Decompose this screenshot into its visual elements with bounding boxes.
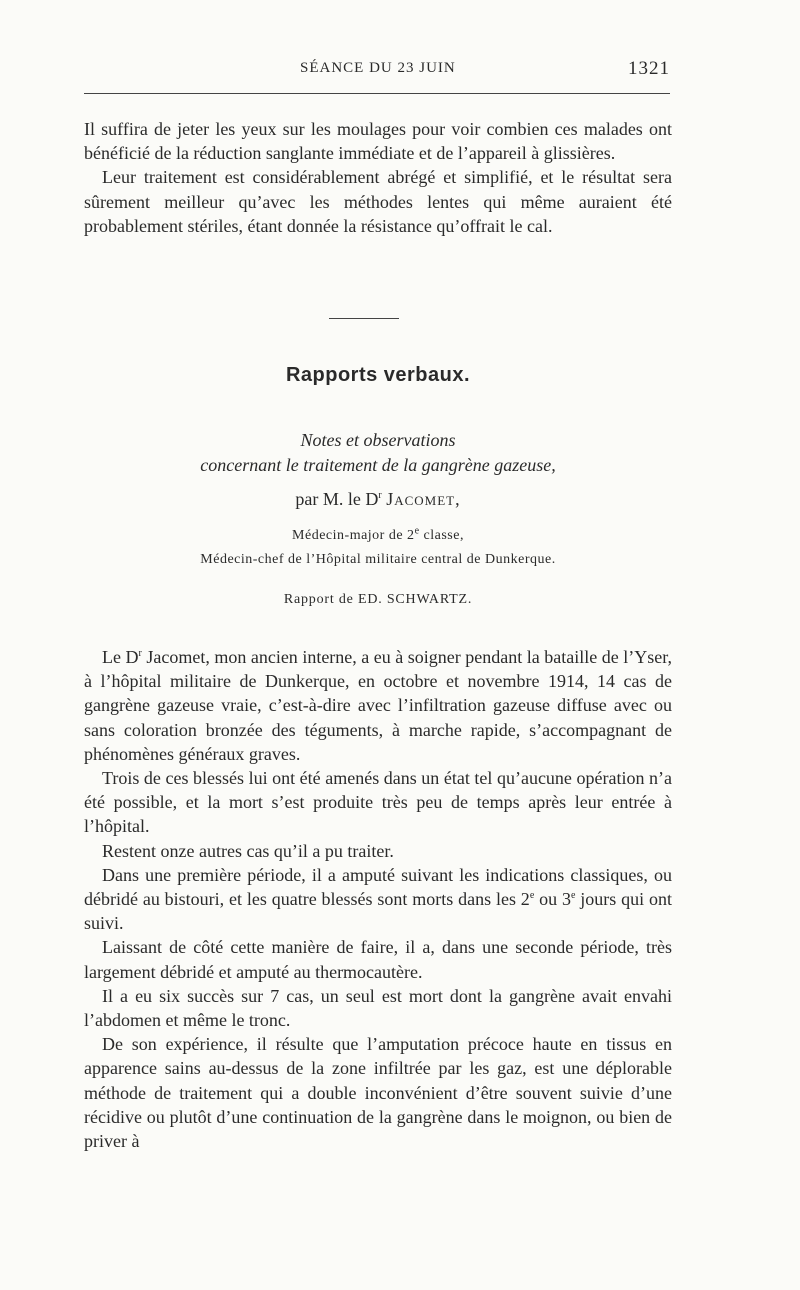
role1-text-end: classe, (419, 528, 464, 543)
p4-mid: ou 3 (534, 889, 571, 910)
running-title: SÉANCE DU 23 JUIN (300, 60, 456, 76)
p4-end: jours qui ont suivi. (84, 889, 672, 934)
author-role-1 (84, 525, 672, 544)
body-paragraph: Laissant de côté cette manière de faire, il a, dans une seconde période, très largement débridé et amputé au thermocautère. (84, 937, 672, 982)
separator-rule (329, 318, 399, 319)
body-paragraph (84, 645, 672, 766)
body-paragraph (84, 863, 672, 936)
report-title-line2: concernant le traitement de la gangrène gazeuse, (200, 455, 556, 475)
page-header (84, 58, 670, 84)
header-rule (84, 93, 670, 94)
p4-start: Dans une première période, il a amputé suivant les indications classiques, ou débridé au bistouri, et les quatre blessés sont morts dans les 2 (84, 864, 672, 910)
intro-paragraph: Leur traitement est considérablement abrégé et simplifié, et le résultat sera sûrement meilleur qu’avec les méthodes lentes qui même auraient été probablement stériles, étant donnée la résistance qu’offrait le cal. (84, 167, 672, 236)
p1-rest: Jacomet, mon ancien interne, a eu à soigner pendant la bataille de l’Yser, à l’hôpital militaire de Dunkerque, en octobre et novembre 1914, 14 cas de gangrène gazeuse vraie, c’est-à-dire avec l’infiltration gazeuse diffuse avec ou sans coloration bronzée des téguments, à marche rapide, s’accompagnant de phénomènes généraux graves. (84, 647, 672, 764)
p1-start: Le D (102, 647, 139, 667)
role1-sup: e (414, 525, 420, 537)
author-name: Jacomet, (386, 489, 461, 509)
section-title: Rapports verbaux. (285, 364, 471, 386)
intro-text (84, 117, 672, 238)
page-number: 1321 (628, 58, 670, 79)
body-paragraph: De son expérience, il résulte que l’amputation précoce haute en tissus en apparence sains au-dessus de la zone infiltrée par les gaz, est une déplorable méthode de traitement qui a double inconvénient d’être souvent suivie d’une récidive ou plutôt d’une continuation de la gangrène dans le moignon, ou bien de priver à (84, 1034, 672, 1152)
intro-paragraph: Il suffira de jeter les yeux sur les moulages pour voir combien ces malades ont bénéficié de la réduction sanglante immédiate et de l’appareil à glissières. (84, 119, 672, 164)
p1-sup: r (138, 648, 142, 659)
report-author (84, 489, 672, 510)
rapporteur: Rapport de ED. SCHWARTZ. (283, 592, 473, 607)
role1-text: Médecin-major de 2 (292, 528, 415, 543)
report-body (84, 645, 672, 1153)
author-role-2: Médecin-chef de l’Hôpital militaire central de Dunkerque. (200, 552, 556, 567)
report-title-line1: Notes et observations (300, 430, 456, 450)
p4-sup2: e (570, 890, 576, 902)
body-paragraph: Restent onze autres cas qu’il a pu traiter. (102, 840, 394, 861)
body-paragraph: Trois de ces blessés lui ont été amenés dans un état tel qu’aucune opération n’a été possible, et la mort s’est produite très peu de temps après leur entrée à l’hôpital. (84, 768, 672, 837)
author-prefix: par M. le D (295, 489, 379, 509)
author-sup: r (378, 490, 382, 501)
body-paragraph: Il a eu six succès sur 7 cas, un seul est mort dont la gangrène avait envahi l’abdomen et même le tronc. (84, 985, 672, 1031)
p4-sup1: e (529, 890, 535, 902)
